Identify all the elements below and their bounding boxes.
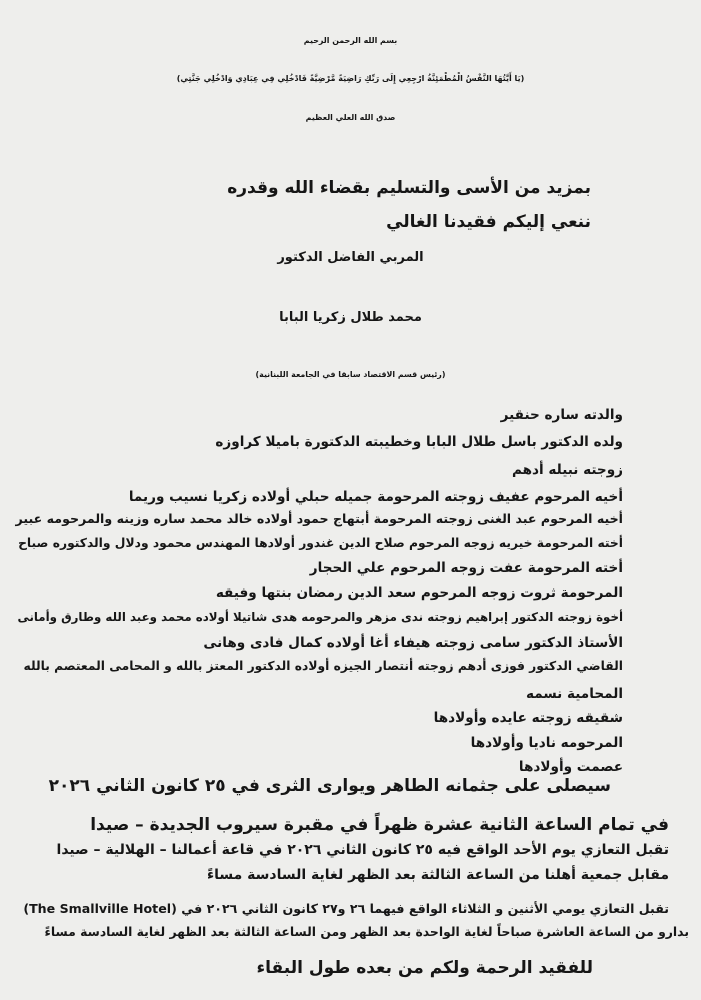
family-line: شقيقه زوجته عايده وأولادها bbox=[433, 710, 623, 726]
deceased-name: محمد طلال زكريا البابا bbox=[279, 310, 422, 325]
condolences-line-4: بدارو من الساعة العاشرة صباحاً لغاية الواحدة بعد الظهر ومن الساعة الثالثة بعد الظهر لغاية السادسة مساءً bbox=[44, 924, 689, 939]
basmala: بسم الله الرحمن الرحيم bbox=[303, 36, 398, 45]
quran-verse: (يَا أَيَّتُهَا النَّفْسُ الْمُطْمَئِنَّةُ ارْجِعِي إِلَى رَبِّكِ رَاضِيَةً مَّرْضِيَّةً فَادْخُلِي فِي عِبَادِي وَادْخُلِي جَنَّتِي) bbox=[176, 74, 525, 83]
intro-line-1: بمزيد من الأسى والتسليم بقضاء الله وقدره bbox=[227, 178, 591, 198]
family-line: الأستاذ الدكتور سامى زوجته هيفاء أغا أولاده كمال فادى وهانى bbox=[203, 635, 623, 651]
verse-closing: صدق الله العلي العظيم bbox=[305, 113, 396, 122]
family-line: والدته ساره حنقير bbox=[500, 407, 623, 423]
family-line: أخوة زوجته الدكتور إبراهيم زوجته ندى مزهر والمرحومه هدى شاتيلا أولاده محمد وعبد الله وطارق وأمانى bbox=[17, 610, 623, 624]
family-line: زوجته نبيله أدهم bbox=[511, 462, 623, 478]
funeral-line-2: في تمام الساعة الثانية عشرة ظهراً في مقبرة سيروب الجديدة – صيدا bbox=[90, 815, 669, 835]
funeral-line-1: سيصلى على جثمانه الطاهر ويوارى الثرى في ٢٥ كانون الثاني ٢٠٢٦ bbox=[48, 776, 611, 796]
condolences-line-2: مقابل جمعية أهلنا من الساعة الثالثة بعد الظهر لغاية السادسة مساءً bbox=[206, 867, 669, 883]
condolences-line-1: تقبل التعازي يوم الأحد الواقع فيه ٢٥ كانون الثاني ٢٠٢٦ في قاعة أعمالنا – الهلالية – صيدا bbox=[56, 842, 669, 858]
family-line: المرحومة ثروت زوجه المرحوم سعد الدين رمضان بنتها وفيقه bbox=[215, 585, 623, 601]
deceased-title: المربي الفاضل الدكتور bbox=[277, 250, 424, 265]
footer-closing: للفقيد الرحمة ولكم من بعده طول البقاء bbox=[256, 958, 593, 978]
family-line: ولده الدكتور باسل طلال البابا وخطيبته الدكتورة باميلا كراوزه bbox=[215, 434, 623, 450]
deceased-position: (رئيس قسم الاقتصاد سابقا في الجامعة اللبنانية) bbox=[255, 370, 446, 379]
family-line: أخته المرحومة خيريه زوجه المرحوم صلاح الدين غندور أولادها المهندس محمود ودلال والدكتوره صباح bbox=[18, 536, 623, 550]
family-line: أخيه المرحوم عفيف زوجته المرحومة جميله حبلي أولاده زكريا نسيب وريما bbox=[128, 489, 623, 505]
family-line: عصمت وأولادها bbox=[518, 759, 623, 775]
family-line: أخته المرحومة عفت زوجه المرحوم علي الحجار bbox=[309, 560, 623, 576]
intro-line-2: ننعي إليكم فقيدنا الغالي bbox=[386, 212, 591, 232]
condolences-line-3: تقبل التعازي يومي الأثنين و الثلاثاء الواقع فيهما ٢٦ و٢٧ كانون الثاني ٢٠٢٦ في (The Smallville Hotel) bbox=[23, 901, 669, 916]
family-line: المرحومه ناديا وأولادها bbox=[470, 735, 623, 751]
family-line: المحامية نسمه bbox=[525, 686, 623, 702]
family-line: القاضي الدكتور فوزى أدهم زوجته أنتصار الجيزه أولاده الدكتور المعتز بالله و المحامى المعتصم بالله bbox=[23, 659, 623, 673]
family-line: أخيه المرحوم عبد الغنى زوجته المرحومة أبتهاج حمود أولاده خالد محمد ساره وزينه والمرحومه عبير bbox=[15, 511, 623, 526]
